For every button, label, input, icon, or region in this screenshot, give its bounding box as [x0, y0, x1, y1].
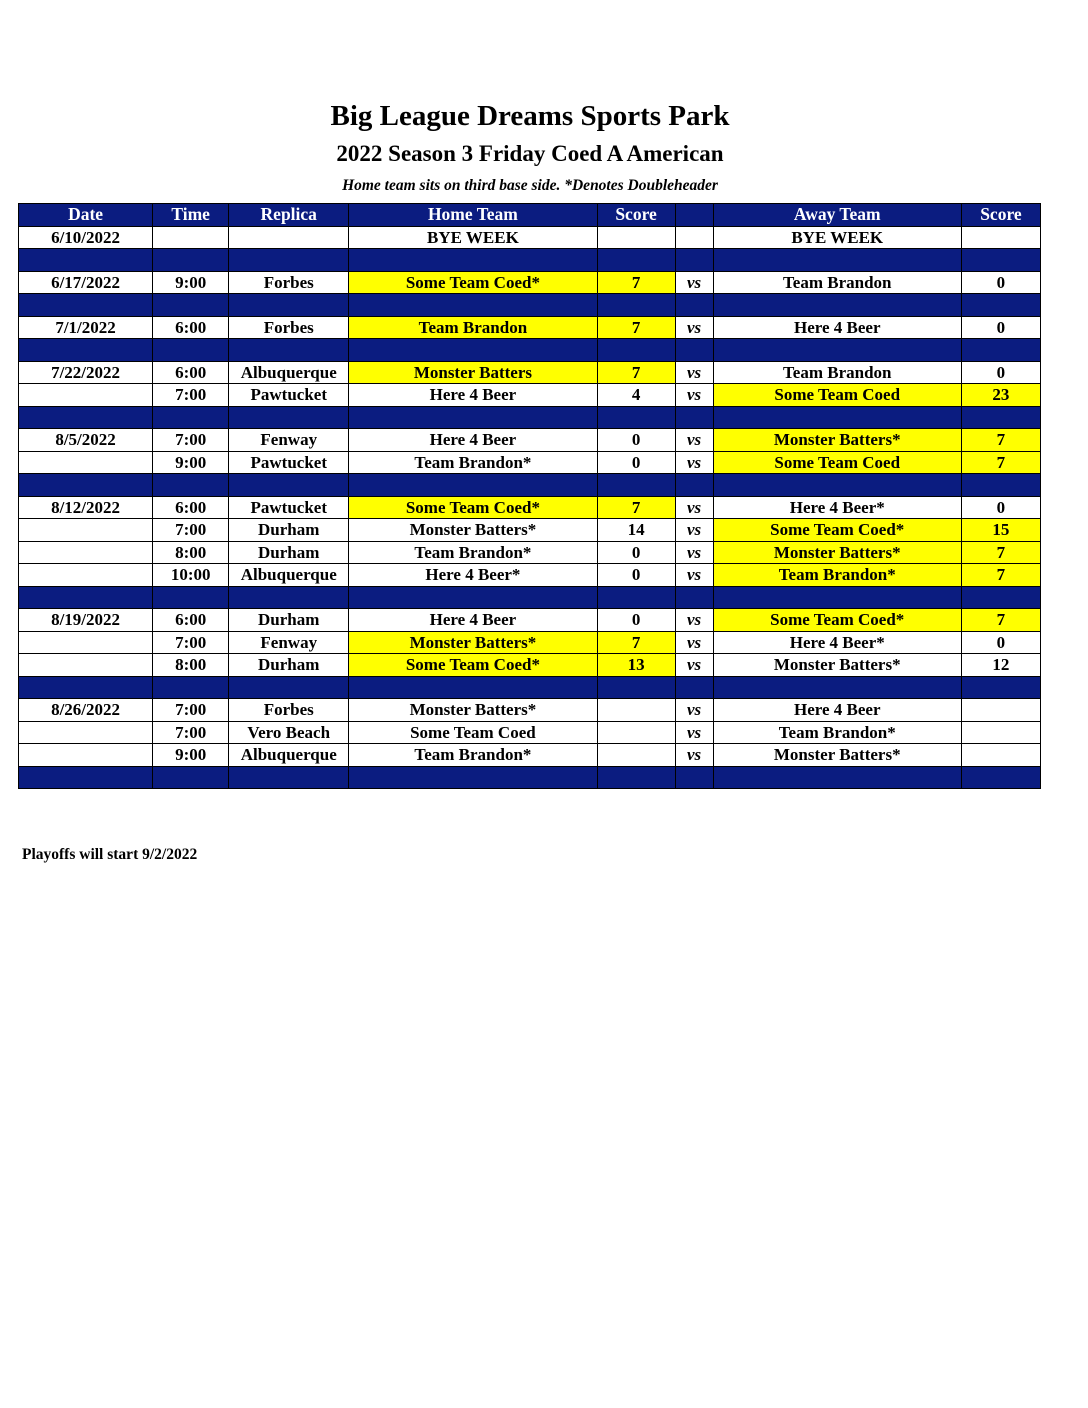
away-team-cell: Team Brandon [713, 361, 961, 384]
time-cell: 7:00 [153, 429, 229, 452]
away-score-cell [961, 721, 1040, 744]
date-cell: 8/26/2022 [19, 699, 153, 722]
home-score-cell: 7 [597, 271, 675, 294]
home-team-cell: Team Brandon* [349, 744, 597, 767]
date-cell [19, 654, 153, 677]
separator-cell [675, 249, 713, 272]
replica-cell: Forbes [229, 271, 349, 294]
home-score-cell: 7 [597, 631, 675, 654]
col-header-date: Date [19, 204, 153, 227]
separator-cell [349, 586, 597, 609]
table-row [19, 744, 1041, 767]
separator-cell [961, 766, 1040, 789]
home-team-cell: Some Team Coed* [349, 271, 597, 294]
away-team-cell: Some Team Coed [713, 451, 961, 474]
date-cell: 8/19/2022 [19, 609, 153, 632]
separator-cell [597, 676, 675, 699]
separator-cell [19, 586, 153, 609]
time-cell: 10:00 [153, 564, 229, 587]
separator-cell [675, 406, 713, 429]
vs-cell: vs [675, 429, 713, 452]
col-header-replica: Replica [229, 204, 349, 227]
separator-cell [19, 294, 153, 317]
vs-cell: vs [675, 541, 713, 564]
time-cell: 7:00 [153, 721, 229, 744]
home-score-cell: 0 [597, 541, 675, 564]
separator-cell [597, 294, 675, 317]
separator-row [19, 249, 1041, 272]
home-score-cell: 14 [597, 519, 675, 542]
separator-cell [675, 586, 713, 609]
col-header-home-score: Score [597, 204, 675, 227]
table-row [19, 361, 1041, 384]
page-subtitle: 2022 Season 3 Friday Coed A American [336, 141, 724, 166]
home-score-cell [597, 744, 675, 767]
separator-cell [961, 294, 1040, 317]
separator-cell [597, 766, 675, 789]
separator-cell [961, 249, 1040, 272]
home-team-cell: Some Team Coed [349, 721, 597, 744]
replica-cell: Albuquerque [229, 361, 349, 384]
col-header-home-team: Home Team [349, 204, 597, 227]
replica-cell: Fenway [229, 631, 349, 654]
separator-row [19, 474, 1041, 497]
replica-cell: Albuquerque [229, 564, 349, 587]
replica-cell: Pawtucket [229, 496, 349, 519]
separator-row [19, 406, 1041, 429]
vs-cell: vs [675, 361, 713, 384]
away-team-cell: Monster Batters* [713, 541, 961, 564]
separator-cell [153, 676, 229, 699]
away-score-cell [961, 744, 1040, 767]
separator-cell [597, 406, 675, 429]
away-score-cell: 0 [961, 316, 1040, 339]
home-team-cell: Some Team Coed* [349, 654, 597, 677]
separator-cell [349, 249, 597, 272]
home-team-cell: Here 4 Beer [349, 609, 597, 632]
separator-cell [229, 294, 349, 317]
separator-cell [349, 766, 597, 789]
time-cell: 7:00 [153, 384, 229, 407]
replica-cell: Albuquerque [229, 744, 349, 767]
vs-cell: vs [675, 631, 713, 654]
date-cell: 7/1/2022 [19, 316, 153, 339]
table-header-row [19, 204, 1041, 227]
away-score-cell [961, 226, 1040, 249]
date-cell [19, 384, 153, 407]
separator-cell [713, 339, 961, 362]
home-score-cell [597, 226, 675, 249]
separator-cell [961, 474, 1040, 497]
col-header-away-score: Score [961, 204, 1040, 227]
separator-cell [713, 474, 961, 497]
table-row [19, 631, 1041, 654]
replica-cell: Fenway [229, 429, 349, 452]
home-score-cell: 0 [597, 429, 675, 452]
table-row [19, 316, 1041, 339]
time-cell: 7:00 [153, 699, 229, 722]
separator-cell [229, 766, 349, 789]
playoffs-note: Playoffs will start 9/2/2022 [22, 846, 198, 863]
date-cell [19, 519, 153, 542]
time-cell: 9:00 [153, 744, 229, 767]
away-score-cell: 7 [961, 564, 1040, 587]
separator-cell [713, 586, 961, 609]
home-score-cell: 7 [597, 361, 675, 384]
replica-cell: Pawtucket [229, 384, 349, 407]
date-cell: 6/10/2022 [19, 226, 153, 249]
date-cell: 6/17/2022 [19, 271, 153, 294]
separator-cell [349, 474, 597, 497]
home-score-cell: 7 [597, 316, 675, 339]
table-row [19, 519, 1041, 542]
table-row [19, 541, 1041, 564]
table-row [19, 609, 1041, 632]
table-row [19, 384, 1041, 407]
table-row [19, 226, 1041, 249]
date-cell [19, 631, 153, 654]
table-row [19, 721, 1041, 744]
away-team-cell: Team Brandon* [713, 721, 961, 744]
home-score-cell: 0 [597, 609, 675, 632]
time-cell: 8:00 [153, 541, 229, 564]
separator-cell [153, 249, 229, 272]
away-score-cell: 7 [961, 451, 1040, 474]
separator-cell [713, 249, 961, 272]
away-team-cell: Here 4 Beer [713, 316, 961, 339]
away-team-cell: Here 4 Beer [713, 699, 961, 722]
replica-cell: Durham [229, 519, 349, 542]
page-title: Big League Dreams Sports Park [330, 100, 730, 132]
time-cell: 6:00 [153, 361, 229, 384]
away-score-cell: 0 [961, 271, 1040, 294]
schedule-table [18, 203, 1041, 789]
col-header-vs [675, 204, 713, 227]
vs-cell: vs [675, 699, 713, 722]
time-cell: 9:00 [153, 451, 229, 474]
away-team-cell: Some Team Coed [713, 384, 961, 407]
replica-cell: Durham [229, 654, 349, 677]
away-score-cell: 12 [961, 654, 1040, 677]
vs-cell: vs [675, 496, 713, 519]
separator-cell [19, 406, 153, 429]
home-score-cell [597, 699, 675, 722]
away-score-cell: 7 [961, 429, 1040, 452]
home-team-cell: Some Team Coed* [349, 496, 597, 519]
home-score-cell [597, 721, 675, 744]
away-team-cell: Here 4 Beer* [713, 631, 961, 654]
schedule-note: Home team sits on third base side. *Denotes Doubleheader [342, 177, 718, 194]
separator-cell [153, 586, 229, 609]
vs-cell: vs [675, 451, 713, 474]
separator-cell [349, 339, 597, 362]
table-row [19, 496, 1041, 519]
date-cell: 7/22/2022 [19, 361, 153, 384]
away-team-cell: Monster Batters* [713, 654, 961, 677]
home-team-cell: Monster Batters* [349, 519, 597, 542]
home-team-cell: Monster Batters* [349, 699, 597, 722]
separator-cell [713, 676, 961, 699]
away-team-cell: Monster Batters* [713, 744, 961, 767]
separator-cell [349, 406, 597, 429]
separator-cell [229, 406, 349, 429]
home-score-cell: 13 [597, 654, 675, 677]
separator-cell [961, 339, 1040, 362]
away-team-cell: Team Brandon [713, 271, 961, 294]
away-score-cell: 0 [961, 496, 1040, 519]
home-team-cell: BYE WEEK [349, 226, 597, 249]
date-cell: 8/5/2022 [19, 429, 153, 452]
date-cell [19, 564, 153, 587]
col-header-away-team: Away Team [713, 204, 961, 227]
separator-row [19, 676, 1041, 699]
time-cell: 9:00 [153, 271, 229, 294]
home-team-cell: Team Brandon* [349, 451, 597, 474]
separator-cell [961, 406, 1040, 429]
table-row [19, 451, 1041, 474]
home-team-cell: Here 4 Beer [349, 429, 597, 452]
replica-cell: Pawtucket [229, 451, 349, 474]
time-cell: 8:00 [153, 654, 229, 677]
time-cell: 6:00 [153, 496, 229, 519]
date-cell [19, 744, 153, 767]
home-score-cell: 4 [597, 384, 675, 407]
away-score-cell [961, 699, 1040, 722]
table-row [19, 429, 1041, 452]
vs-cell: vs [675, 519, 713, 542]
separator-cell [19, 249, 153, 272]
separator-cell [153, 294, 229, 317]
replica-cell: Durham [229, 541, 349, 564]
separator-cell [713, 294, 961, 317]
separator-cell [597, 339, 675, 362]
separator-cell [675, 339, 713, 362]
vs-cell: vs [675, 564, 713, 587]
separator-cell [961, 586, 1040, 609]
vs-cell: vs [675, 384, 713, 407]
separator-cell [675, 676, 713, 699]
home-team-cell: Monster Batters [349, 361, 597, 384]
home-team-cell: Monster Batters* [349, 631, 597, 654]
separator-cell [19, 676, 153, 699]
separator-cell [153, 406, 229, 429]
away-team-cell: Some Team Coed* [713, 519, 961, 542]
time-cell: 6:00 [153, 609, 229, 632]
separator-cell [597, 586, 675, 609]
vs-cell: vs [675, 271, 713, 294]
separator-cell [19, 766, 153, 789]
separator-cell [229, 676, 349, 699]
away-team-cell: Some Team Coed* [713, 609, 961, 632]
time-cell: 6:00 [153, 316, 229, 339]
col-header-time: Time [153, 204, 229, 227]
separator-cell [19, 339, 153, 362]
separator-cell [349, 676, 597, 699]
date-cell: 8/12/2022 [19, 496, 153, 519]
away-score-cell: 23 [961, 384, 1040, 407]
home-team-cell: Team Brandon [349, 316, 597, 339]
table-row [19, 654, 1041, 677]
away-score-cell: 7 [961, 541, 1040, 564]
time-cell [153, 226, 229, 249]
away-score-cell: 0 [961, 631, 1040, 654]
vs-cell: vs [675, 654, 713, 677]
separator-cell [675, 294, 713, 317]
home-score-cell: 0 [597, 564, 675, 587]
separator-cell [713, 766, 961, 789]
date-cell [19, 541, 153, 564]
date-cell [19, 721, 153, 744]
separator-cell [675, 766, 713, 789]
separator-cell [153, 474, 229, 497]
away-score-cell: 7 [961, 609, 1040, 632]
away-score-cell: 0 [961, 361, 1040, 384]
date-cell [19, 451, 153, 474]
home-score-cell: 7 [597, 496, 675, 519]
separator-cell [597, 249, 675, 272]
separator-row [19, 339, 1041, 362]
table-row [19, 564, 1041, 587]
away-team-cell: BYE WEEK [713, 226, 961, 249]
vs-cell [675, 226, 713, 249]
separator-cell [675, 474, 713, 497]
replica-cell [229, 226, 349, 249]
separator-cell [961, 676, 1040, 699]
separator-cell [597, 474, 675, 497]
time-cell: 7:00 [153, 519, 229, 542]
separator-cell [229, 249, 349, 272]
home-score-cell: 0 [597, 451, 675, 474]
vs-cell: vs [675, 744, 713, 767]
separator-cell [229, 339, 349, 362]
table-row [19, 699, 1041, 722]
replica-cell: Forbes [229, 699, 349, 722]
away-score-cell: 15 [961, 519, 1040, 542]
separator-cell [349, 294, 597, 317]
replica-cell: Forbes [229, 316, 349, 339]
replica-cell: Durham [229, 609, 349, 632]
home-team-cell: Team Brandon* [349, 541, 597, 564]
separator-row [19, 586, 1041, 609]
vs-cell: vs [675, 316, 713, 339]
vs-cell: vs [675, 721, 713, 744]
vs-cell: vs [675, 609, 713, 632]
separator-cell [153, 766, 229, 789]
table-row [19, 271, 1041, 294]
separator-cell [713, 406, 961, 429]
away-team-cell: Here 4 Beer* [713, 496, 961, 519]
separator-row [19, 766, 1041, 789]
time-cell: 7:00 [153, 631, 229, 654]
home-team-cell: Here 4 Beer* [349, 564, 597, 587]
away-team-cell: Team Brandon* [713, 564, 961, 587]
away-team-cell: Monster Batters* [713, 429, 961, 452]
home-team-cell: Here 4 Beer [349, 384, 597, 407]
separator-cell [229, 474, 349, 497]
separator-cell [229, 586, 349, 609]
separator-row [19, 294, 1041, 317]
separator-cell [19, 474, 153, 497]
separator-cell [153, 339, 229, 362]
replica-cell: Vero Beach [229, 721, 349, 744]
